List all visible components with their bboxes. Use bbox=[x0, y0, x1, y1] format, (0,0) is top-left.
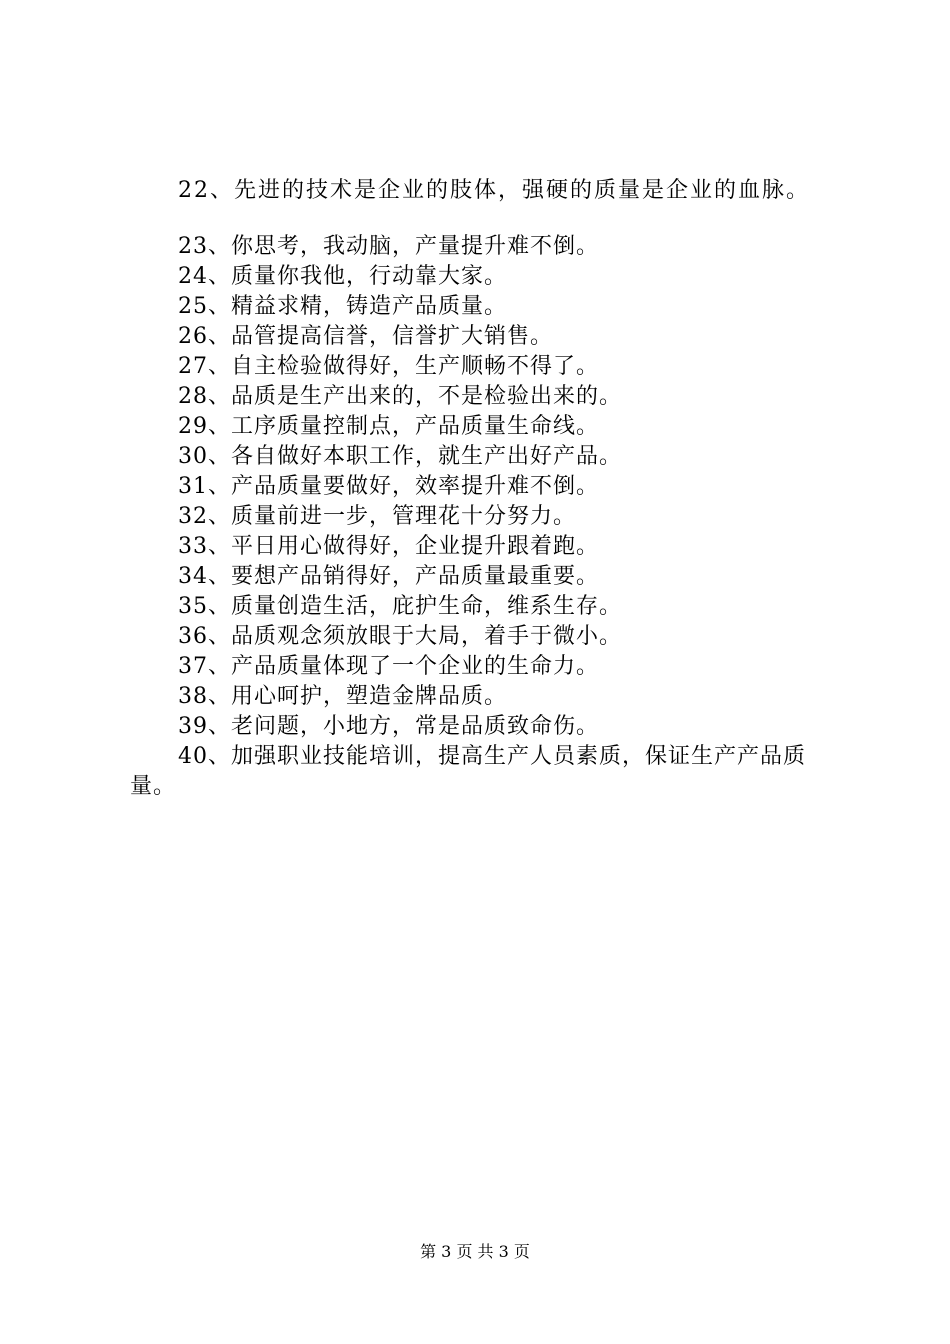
slogan-line-23: 23、你思考，我动脑，产量提升难不倒。 bbox=[178, 234, 599, 259]
slogan-line-32: 32、质量前进一步，管理花十分努力。 bbox=[178, 504, 576, 529]
slogan-line-33: 33、平日用心做得好，企业提升跟着跑。 bbox=[178, 534, 599, 559]
document-body bbox=[130, 176, 850, 802]
slogan-line-29: 29、工序质量控制点，产品质量生命线。 bbox=[178, 414, 599, 439]
page-footer: 第 3 页 共 3 页 bbox=[420, 1242, 530, 1261]
slogan-line-35: 35、质量创造生活，庇护生命，维系生存。 bbox=[178, 594, 622, 619]
slogan-line-31: 31、产品质量要做好，效率提升难不倒。 bbox=[178, 474, 599, 499]
slogan-line-36: 36、品质观念须放眼于大局，着手于微小。 bbox=[178, 624, 622, 649]
slogan-line-24: 24、质量你我他，行动靠大家。 bbox=[178, 264, 507, 289]
slogan-line-28: 28、品质是生产出来的，不是检验出来的。 bbox=[178, 384, 622, 409]
slogan-line-27: 27、自主检验做得好，生产顺畅不得了。 bbox=[178, 354, 599, 379]
slogan-line-37: 37、产品质量体现了一个企业的生命力。 bbox=[178, 654, 599, 679]
slogan-line-40: 40、加强职业技能培训，提高生产人员素质，保证生产产品质量。 bbox=[130, 744, 806, 799]
slogan-line-30: 30、各自做好本职工作，就生产出好产品。 bbox=[178, 444, 622, 469]
slogan-line-34: 34、要想产品销得好，产品质量最重要。 bbox=[178, 564, 599, 589]
slogan-line-25: 25、精益求精，铸造产品质量。 bbox=[178, 294, 507, 319]
slogan-line-26: 26、品管提高信誉，信誉扩大销售。 bbox=[178, 324, 553, 349]
slogan-line-39: 39、老问题，小地方，常是品质致命伤。 bbox=[178, 714, 599, 739]
slogan-line-38: 38、用心呵护，塑造金牌品质。 bbox=[178, 684, 507, 709]
slogan-line-22: 22、先进的技术是企业的肢体，强硬的质量是企业的血脉。 bbox=[178, 178, 810, 203]
